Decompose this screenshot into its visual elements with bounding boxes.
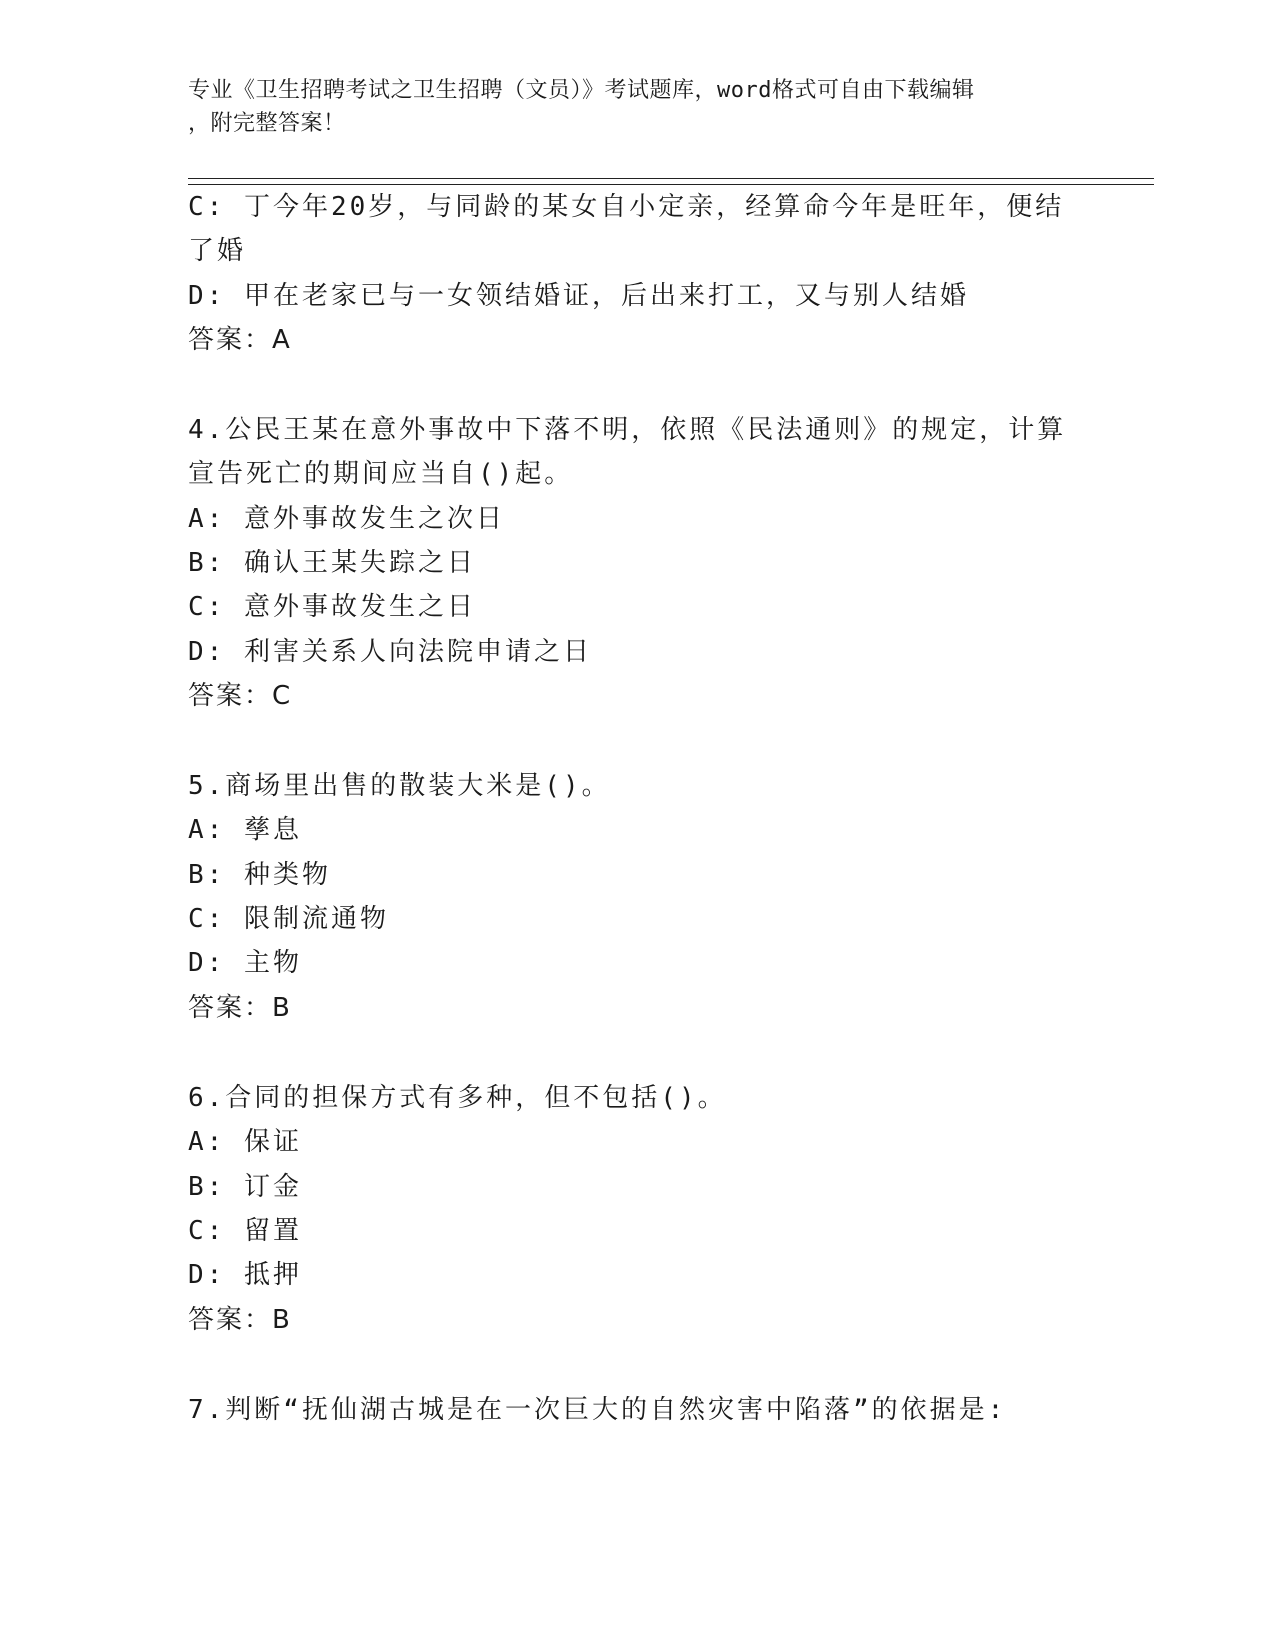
q6-answer: 答案：B <box>188 1305 292 1335</box>
q6-option-d: D: 抵押 <box>188 1260 302 1290</box>
q7-stem: 7.判断“抚仙湖古城是在一次巨大的自然灾害中陷落”的依据是: <box>188 1395 1007 1425</box>
q4-stem-line-1: 4.公民王某在意外事故中下落不明，依照《民法通则》的规定，计算 <box>188 415 1067 445</box>
q6-option-a: A: 保证 <box>188 1127 302 1157</box>
q5-stem: 5.商场里出售的散装大米是()。 <box>188 771 611 801</box>
header-divider-top <box>188 178 1154 179</box>
q3-option-d: D: 甲在老家已与一女领结婚证，后出来打工，又与别人结婚 <box>188 281 969 311</box>
q5-option-d: D: 主物 <box>188 948 302 978</box>
q4-option-c: C: 意外事故发生之日 <box>188 592 476 622</box>
q4-option-a: A: 意外事故发生之次日 <box>188 504 505 534</box>
q3-answer: 答案：A <box>188 325 292 355</box>
q4-answer: 答案：C <box>188 681 293 711</box>
q6-option-c: C: 留置 <box>188 1216 302 1246</box>
q6-option-b: B: 订金 <box>188 1172 302 1202</box>
q5-option-a: A: 孳息 <box>188 815 302 845</box>
document-header <box>188 74 1068 140</box>
q6-stem: 6.合同的担保方式有多种，但不包括()。 <box>188 1083 727 1113</box>
q3-option-c-line-2: 了婚 <box>188 236 247 266</box>
q4-option-d: D: 利害关系人向法院申请之日 <box>188 637 592 667</box>
q5-option-c: C: 限制流通物 <box>188 904 389 934</box>
q4-option-b: B: 确认王某失踪之日 <box>188 548 476 578</box>
q3-option-c-line-1: C: 丁今年20岁，与同龄的某女自小定亲，经算命今年是旺年，便结 <box>188 192 1065 222</box>
q5-option-b: B: 种类物 <box>188 860 331 890</box>
q5-answer: 答案：B <box>188 993 292 1023</box>
header-line-2: ，附完整答案！ <box>188 111 346 136</box>
q4-stem-line-2: 宣告死亡的期间应当自()起。 <box>188 459 574 489</box>
header-divider-bottom <box>188 184 1154 185</box>
header-line-1: 专业《卫生招聘考试之卫生招聘（文员）》考试题库，word格式可自由下载编辑 <box>188 78 975 103</box>
